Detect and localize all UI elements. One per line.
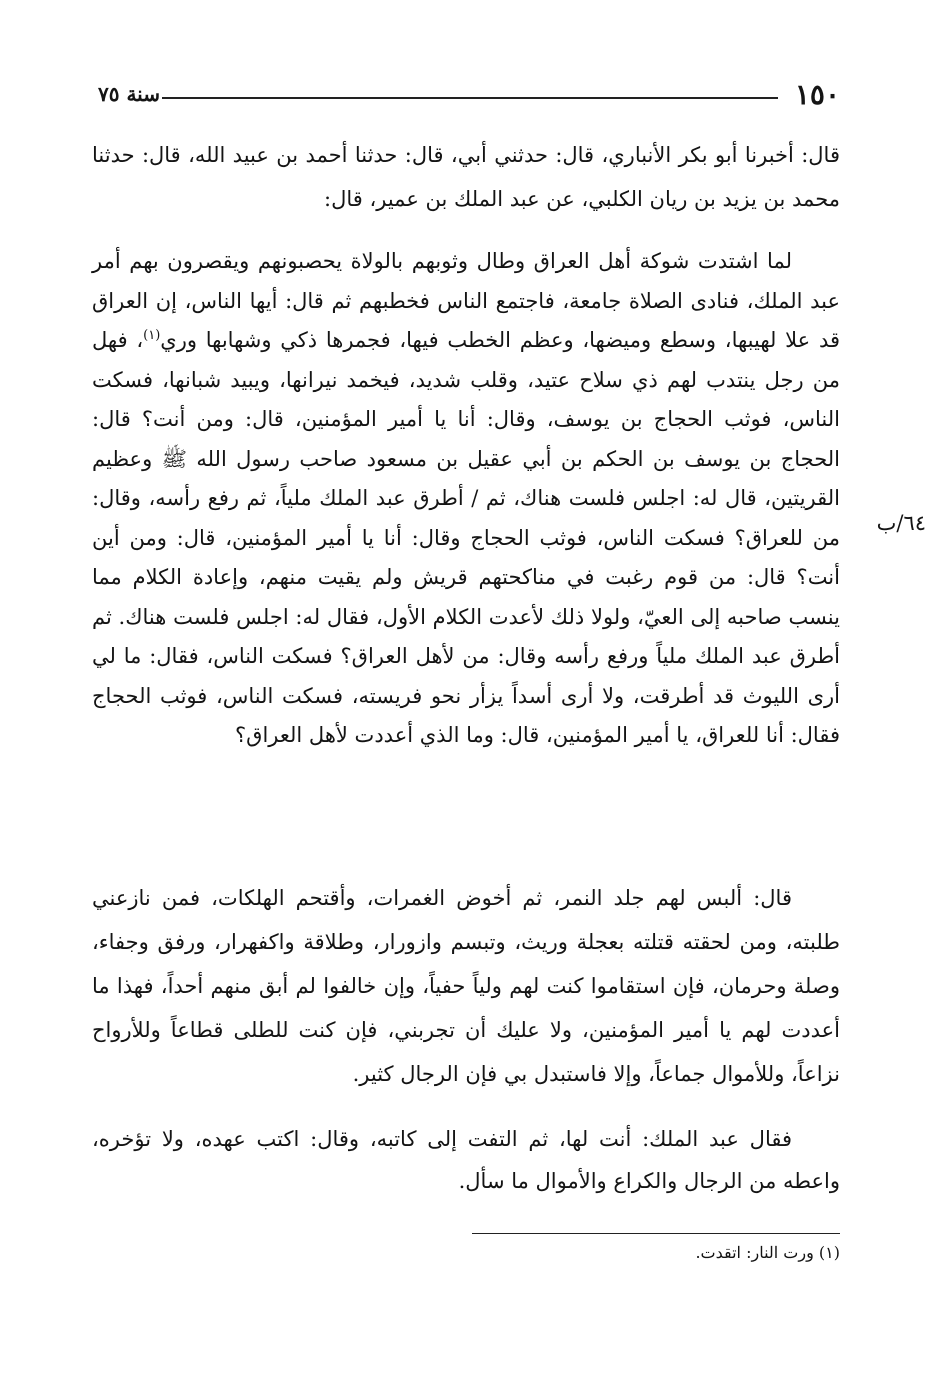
paragraph-1-part-a: لما اشتدت شوكة أهل العراق وطال وثوبهم بالولاة يحصبونهم ويقصرون بهم أمر عبد الملك، فنادى الصلاة جامعة، فاجتمع الناس فخطبهم ثم قال: أيها الناس، إن العراق قد علا لهيبها، وسطع وميضها، وعظم الخطب فيها، فجمرها ذكي وشهابها وري xyxy=(92,249,841,352)
paragraph-1-part-b: ، فهل من رجل ينتدب لهم ذي سلاح عتيد، وقلب شديد، فيخمد نيرانها، ويبيد شبانها، فسكت الناس، فوثب الحجاج بن يوسف، وقال: أنا يا أمير المؤمنين، قال: ومن أنت؟ قال: الحجاج بن يوسف بن الحكم بن أبي عقيل بن مسعود صاحب رسول الله ﷺ وعظيم القريتين، قال له: اجلس فلست هناك، ثم / أطرق عبد الملك ملياً، ثم رفع رأسه، وقال: من للعراق؟ فسكت الناس، فوثب الحجاج وقال: أنا يا أمير المؤمنين، قال: ومن أين أنت؟ قال: من قوم رغبت في مناكحتهم قريش ولم يقيت منهم، وإعادة الكلام مما ينسب صاحبه إلى العيّ، ولولا ذلك لأعدت الكلام الأول، فقال له: اجلس فلست هناك. ثم أطرق عبد الملك ملياً ورفع رأسه وقال: من لأهل العراق؟ فسكت الناس، فقال: ما لي أرى الليوث قد أطرقت، ولا أرى أسداً يزأر نحو فريسته، فسكت الناس، فوثب الحجاج فقال: أنا للعراق، يا أمير المؤمنين، قال: وما الذي أعددت لأهل العراق؟ xyxy=(92,328,840,747)
paragraph-1 xyxy=(92,242,840,756)
footnote-rule xyxy=(472,1233,840,1234)
paragraph-2: قال: ألبس لهم جلد النمر، ثم أخوض الغمرات، وأقتحم الهلكات، فمن نازعني طلبته، ومن لحقته قتلته بعجلة وريث، وتبسم وازورار، وطلاقة واكفهرار، ورفق وجفاء، وصلة وحرمان، فإن استقاموا كنت لهم ولياً حفياً، وإن خالفوا لم أبق منهم أحداً، فهذا ما أعددت لهم يا أمير المؤمنين، ولا عليك أن تجربني، فإن كنت للطلى قطاعاً وللأرواح نزاعاً، وللأموال جماعاً، وإلا فاستبدل بي فإن الرجال كثير. xyxy=(92,886,840,1086)
running-head: سنة ٧٥ xyxy=(98,82,160,106)
isnad-paragraph: قال: أخبرنا أبو بكر الأنباري، قال: حدثني أبي، قال: حدثنا أحمد بن عبيد الله، قال: حدثنا محمد بن يزيد بن ريان الكلبي، عن عبد الملك بن عمير، قال: xyxy=(92,143,840,211)
footnote: (١) ورت النار: اتقدت. xyxy=(695,1243,840,1262)
page-header xyxy=(98,78,840,118)
manuscript-folio-note: ٦٤/ب xyxy=(876,511,926,535)
header-rule xyxy=(162,97,778,99)
paragraph-3: فقال عبد الملك: أنت لها، ثم التفت إلى كاتبه، وقال: اكتب عهده، ولا تؤخره، واعطه من الرجال والكراع والأموال ما سأل. xyxy=(92,1127,840,1193)
footnote-reference: (١) xyxy=(143,328,161,343)
page-number: ١٥٠ xyxy=(794,78,840,111)
